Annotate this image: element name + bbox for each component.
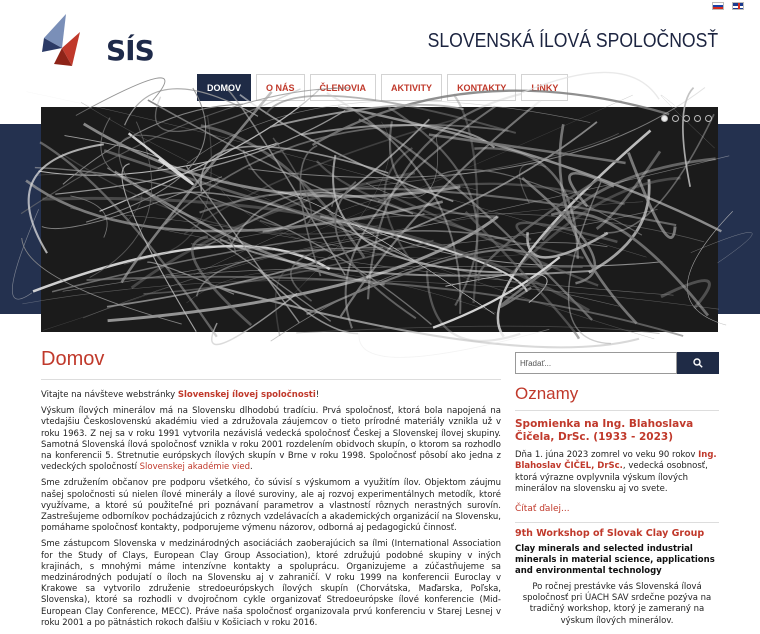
about-paragraph: Sme združením občanov pre podporu všetkého, čo súvisí s výskumom a využitím ílov. Objektom záujmu našej spoločnosti sú nielen ílové minerály a ílové suroviny, ale aj rozvoj experimentálnych metodík, ktoré využívame, a ktoré sú použiteľné pri poznávaní parametrov a vlastností rôznych nerastných surovín. Zastrešujeme odborníkov pochádzajúcich z rôznych vzdelávacích a akademických organizácií na Slovensku, pomáhame spoločnosť kontakty, podporujeme výmenu názorov, odborná aj pedagogickú činnosť. bbox=[41, 478, 501, 534]
announcement-text-start: Dňa 1. júna 2023 zomrel vo veku 90 rokov bbox=[515, 450, 699, 460]
sidebar bbox=[515, 352, 719, 627]
slider-dot[interactable] bbox=[694, 115, 701, 122]
nav-item-kontakty[interactable]: KONTAKTY bbox=[447, 74, 516, 101]
international-paragraph: Sme zástupcom Slovenska v medzinárodných asociáciách zaoberajúcich sa ílmi (International Association for the Study of Clays, European Clay Group Association), ktoré združujú podobné skupiny v iných krajinách, s mnohými máme intenzívne kontakty a spoluprácu. Organizujeme a zúčastňujeme sa medzinárodných podujatí o íloch na Slovensku aj v zahraničí. V roku 1999 na konferencii Euroclay v Krakowe sa vytvorilo združenie stredoeurópskych ílových skupín (Chorvátska, Maďarska, Poľska, Slovenska), ktoré sa rozhodli v dvojročnom cykle organizovať Stredoeurópske ílové konferencie (Mid-European Clay Conference, MECC). Práve naša spoločnosť organizovala prvú konferenciu v Starej Lesnej v roku 2001 a po pätnástich rokoch ďalšiu v Košiciach v roku 2016. bbox=[41, 539, 501, 628]
read-more-link[interactable]: Čítať ďalej... bbox=[515, 503, 570, 514]
nav-item-linky[interactable]: LINKY bbox=[521, 74, 568, 101]
announcement-person: Ing. Blahoslav ČIČEL, DrSc. bbox=[515, 450, 717, 472]
site-logo[interactable] bbox=[42, 12, 154, 68]
divider bbox=[515, 522, 719, 523]
sav-link[interactable]: Slovenskej akadémie vied bbox=[139, 462, 251, 473]
search-icon bbox=[693, 358, 703, 368]
sk-flag-icon[interactable] bbox=[712, 2, 724, 10]
search-input[interactable] bbox=[515, 352, 677, 374]
intro-end: ! bbox=[315, 390, 320, 400]
search-button[interactable] bbox=[677, 352, 719, 374]
main-content bbox=[41, 348, 501, 634]
intro-paragraph bbox=[41, 390, 501, 401]
intro-text: Vitajte na návšteve webstránky bbox=[41, 390, 178, 400]
slider-dot[interactable] bbox=[672, 115, 679, 122]
history-text: Výskum ílových minerálov má na Slovensku dlhodobú tradíciu. Prvá spoločnosť, ktorá bola napojená na vtedajšiu Československú akadémiu vied a združovala záujemcov o tieto prírodné materiály vznikla už v roku 1963. Z nej sa v roku 1991 vytvorila nezávislá vedecká spoločnosť Českej a Slovenskej ílovej skupiny. Samotná Slovenská ílová spoločnosť vznikla v roku 2001 rozdelením obidvoch skupín, o ktorom sa rozhodlo na konferencii 5. Stretnutie európskych ílových skupín v Brne v roku 1998. Spoločnosť pôsobí ako jedna z vedeckých spoločností bbox=[41, 406, 501, 473]
logo-text: SÍS bbox=[106, 34, 154, 67]
slider-dot[interactable] bbox=[661, 115, 668, 122]
announcement-subtitle: Clay minerals and selected industrial minerals in material science, applications and environmental technology bbox=[515, 543, 715, 576]
slider-dot[interactable] bbox=[705, 115, 712, 122]
article-body bbox=[41, 390, 501, 629]
announcement-text-end: , vedecká osobnosť, ktorá výrazne ovplyvnila výskum ílových minerálov na slovensku aj vo svete. bbox=[515, 461, 708, 495]
history-paragraph bbox=[41, 406, 501, 473]
announcement-text: Po ročnej prestávke vás Slovenská ílová spoločnosť pri ÚACH SAV srdečne pozýva na tradičný workshop, ktorý je zameraný na výskum ílových minerálov. bbox=[522, 581, 712, 626]
page-title: Domov bbox=[41, 348, 501, 380]
en-flag-icon[interactable] bbox=[732, 2, 744, 10]
announcement-title[interactable]: Spomienka na Ing. Blahoslava Čičela, DrSc. (1933 - 2023) bbox=[515, 418, 694, 443]
banner-slideshow[interactable] bbox=[41, 107, 718, 332]
nav-item-o-nas[interactable]: O NÁS bbox=[256, 74, 305, 101]
society-link[interactable]: Slovenskej ílovej spoločnosti bbox=[177, 390, 316, 400]
announcements-heading: Oznamy bbox=[515, 384, 719, 411]
slider-dot[interactable] bbox=[683, 115, 690, 122]
nav-item-clenovia[interactable]: ČLENOVIA bbox=[310, 74, 377, 101]
nav-item-aktivity[interactable]: AKTIVITY bbox=[381, 74, 442, 101]
announcement-text bbox=[515, 450, 719, 496]
history-end: . bbox=[250, 462, 253, 473]
announcement-title[interactable]: 9th Workshop of Slovak Clay Group bbox=[515, 527, 705, 539]
nav-item-domov[interactable]: DOMOV bbox=[197, 74, 251, 101]
slider-dots bbox=[661, 115, 712, 122]
clay-fibers-image bbox=[41, 107, 718, 332]
search-form bbox=[515, 352, 719, 376]
site-title: SLOVENSKÁ ÍLOVÁ SPOLOČNOSŤ bbox=[427, 30, 718, 52]
language-switcher bbox=[712, 2, 744, 10]
